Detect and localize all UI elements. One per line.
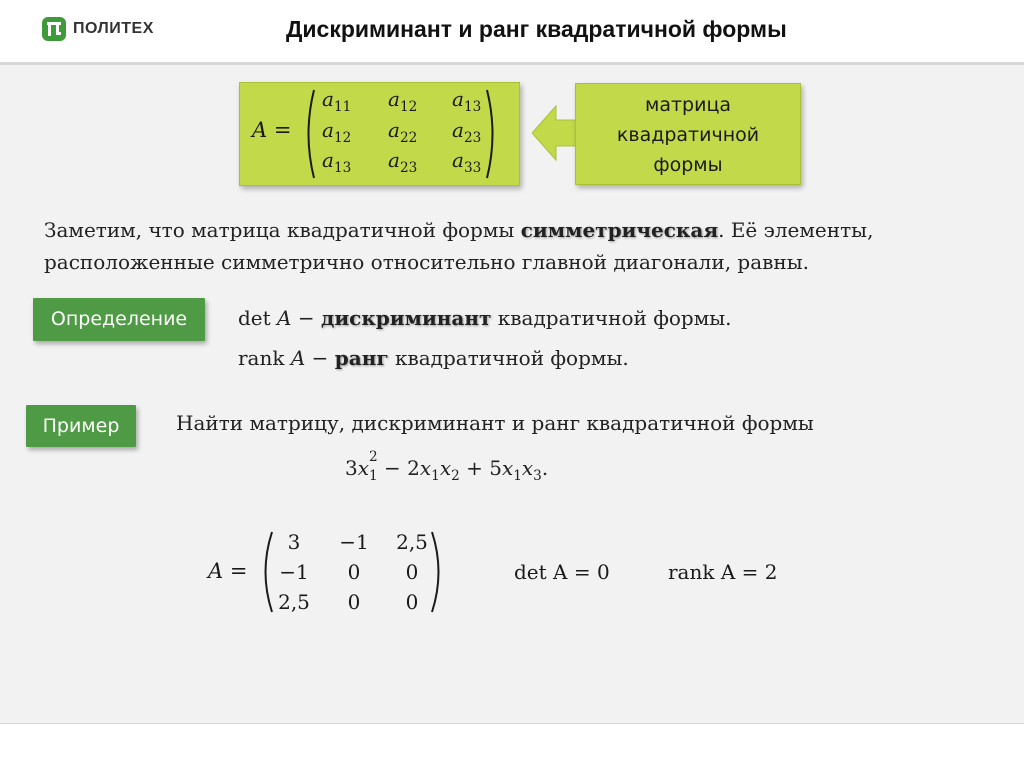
symmetric-cell-2-1: $a_{12}$ [322, 118, 352, 146]
left-paren-icon [302, 88, 316, 180]
example-cell-3-1: 2,5 [278, 590, 310, 614]
matrix-a-label: A = [252, 118, 292, 142]
symmetric-cell-3-1: $a_{13}$ [322, 148, 352, 176]
rank-var: A [290, 346, 306, 370]
logo-icon [42, 17, 66, 41]
rank-definition-line [238, 346, 629, 370]
det-suffix: квадратичной формы. [491, 306, 732, 330]
rank-result: rank A = 2 [668, 560, 778, 584]
symmetric-cell-1-1: $a_{11}$ [322, 87, 352, 115]
symmetric-cell-2-2: $a_{22}$ [388, 118, 418, 146]
caption-line-3: формы [653, 154, 723, 176]
logo [42, 17, 154, 41]
quadratic-form-expression: 3x $_{2 1} - 2x_1x_2 + 5x_1x_3$. [345, 449, 549, 484]
slide-title: Дискриминант и ранг квадратичной формы [286, 16, 787, 42]
definition-tag: Определение [33, 298, 205, 341]
example-cell-1-1: 3 [287, 530, 301, 554]
example-tag: Пример [26, 405, 136, 447]
example-cell-3-2: 0 [347, 590, 361, 614]
det-term: дискриминант [320, 306, 492, 330]
symmetric-cell-3-3: $a_{33}$ [452, 148, 482, 176]
right-paren-icon [485, 88, 499, 180]
rank-suffix: квадратичной формы. [388, 346, 629, 370]
symmetric-cell-1-2: $a_{12}$ [388, 87, 418, 115]
det-var: A [277, 306, 292, 330]
logo-text: ПОЛИТЕХ [73, 20, 154, 37]
example-cell-2-1: −1 [279, 560, 309, 584]
slide-header [0, 0, 1024, 62]
example-task: Найти матрицу, дискриминант и ранг квадратичной формы [176, 411, 814, 435]
caption-line-1: матрица [644, 94, 732, 116]
slide-footer [0, 724, 1024, 767]
example-cell-1-2: −1 [339, 530, 369, 554]
det-prefix: det [238, 306, 271, 330]
rank-prefix: rank [238, 346, 285, 370]
symmetric-cell-2-3: $a_{23}$ [452, 118, 482, 146]
det-dash: − [291, 306, 321, 330]
det-definition-line [238, 306, 732, 330]
note-part-2: . Её элементы, расположенные симметрично относительно главной диагонали, равны. [44, 218, 874, 274]
example-matrix-label: A = [208, 559, 248, 583]
symmetry-note [44, 214, 944, 278]
det-result: det A = 0 [514, 560, 610, 584]
symmetric-cell-3-2: $a_{23}$ [388, 148, 418, 176]
example-cell-2-2: 0 [347, 560, 361, 584]
symmetric-cell-1-3: $a_{13}$ [452, 87, 482, 115]
caption-line-2: квадратичной [616, 124, 760, 146]
note-part-1: Заметим, что матрица квадратичной формы [44, 218, 521, 242]
example-cell-1-3: 2,5 [396, 530, 428, 554]
example-cell-2-3: 0 [405, 560, 419, 584]
left-arrow-icon [532, 104, 578, 162]
rank-dash: − [305, 346, 335, 370]
note-bold-term: симметрическая [520, 218, 719, 242]
rank-term: ранг [334, 346, 389, 370]
matrix-caption-box [575, 83, 801, 185]
example-cell-3-3: 0 [405, 590, 419, 614]
